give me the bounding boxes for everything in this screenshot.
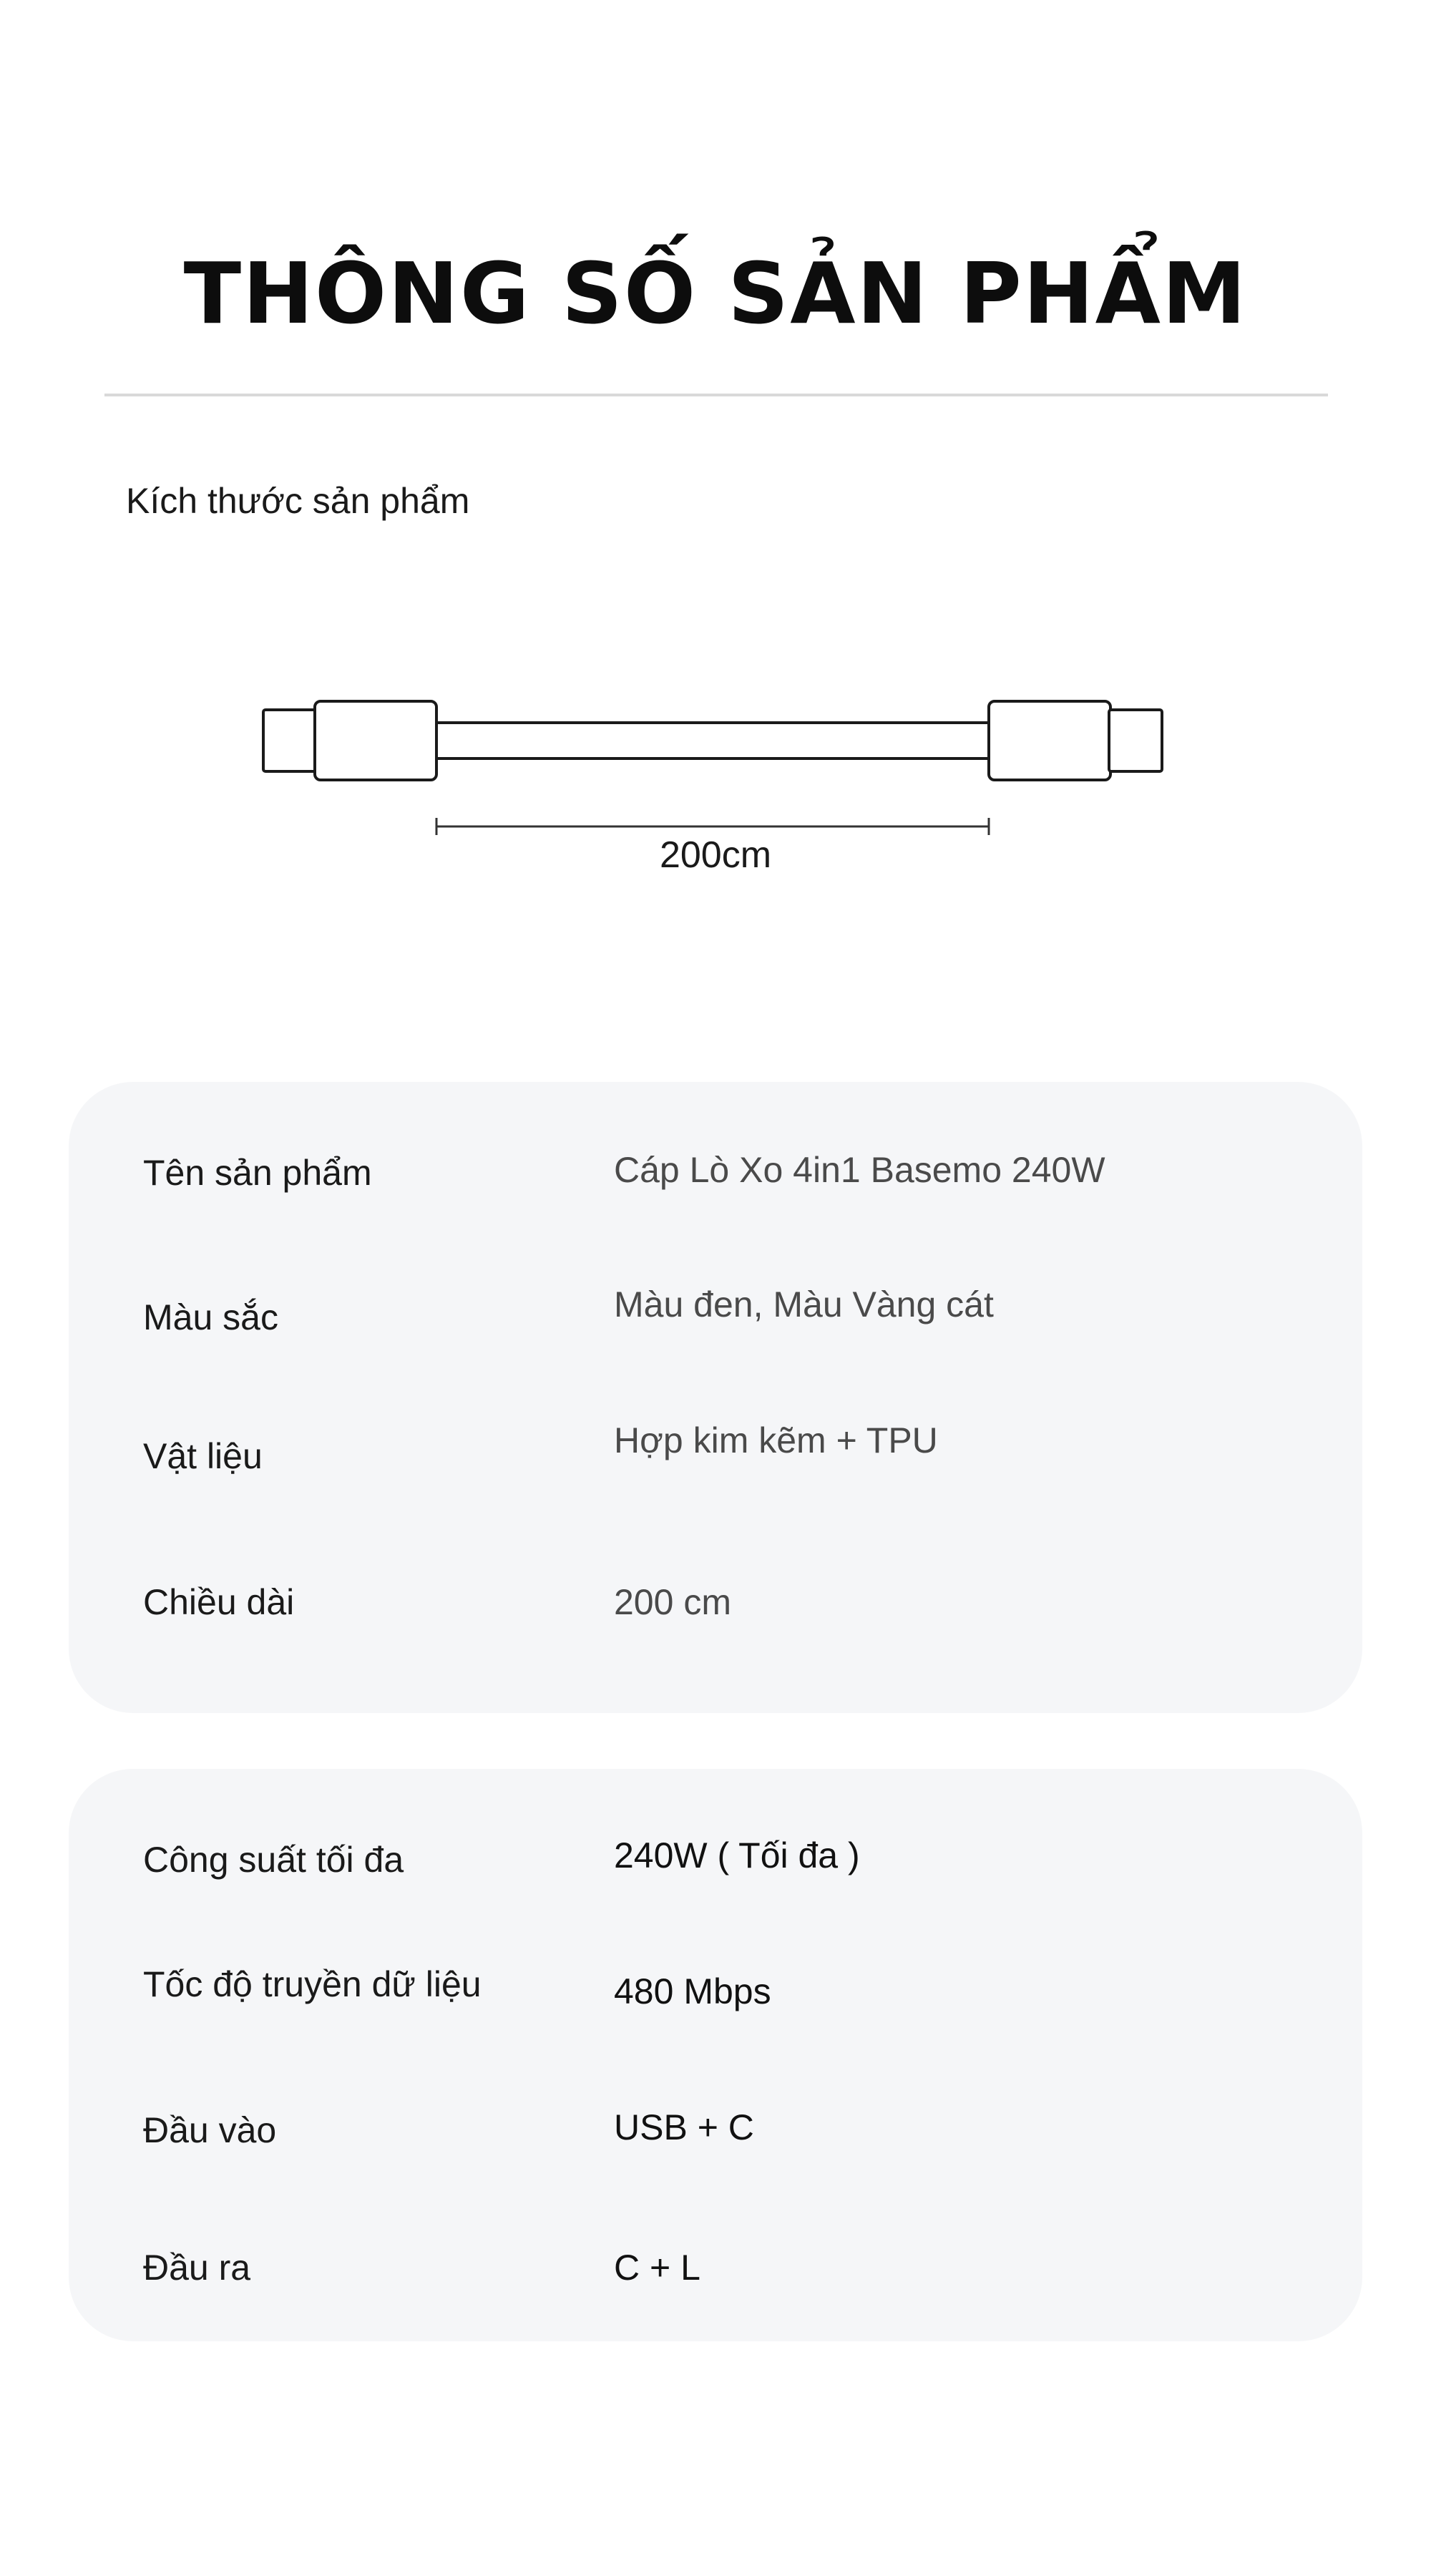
spec-value-length: 200 cm [614,1582,731,1622]
dimension-label: 200cm [659,834,772,876]
spec-value-color: Màu đen, Màu Vàng cát [614,1284,994,1324]
spec-value-input: USB + C [614,2107,754,2147]
right-connector-tip [1109,710,1162,771]
spec-label-product-name: Tên sản phẩm [143,1153,372,1193]
spec-value-material: Hợp kim kẽm + TPU [614,1420,938,1460]
spec-label-max-power: Công suất tối đa [143,1840,404,1880]
spec-label-length: Chiều dài [143,1582,295,1622]
right-connector-housing [989,701,1110,780]
spec-value-output: C + L [614,2248,700,2288]
cable-body [436,723,989,758]
technical-spec-card [69,1769,1362,2341]
general-spec-card [69,1082,1362,1713]
spec-value-data-speed: 480 Mbps [614,1971,771,2011]
spec-label-material: Vật liệu [143,1436,263,1476]
spec-label-input: Đầu vào [143,2110,277,2150]
title-divider [104,394,1328,396]
left-connector-tip [263,710,316,771]
spec-label-color: Màu sắc [143,1297,278,1337]
spec-label-data-speed: Tốc độ truyền dữ liệu [143,1964,482,2004]
spec-label-output: Đầu ra [143,2248,251,2288]
page-title: THÔNG SỐ SẢN PHẨM [183,244,1248,343]
dimensions-section-label: Kích thước sản phẩm [126,481,470,521]
spec-value-max-power: 240W ( Tối đa ) [614,1835,860,1875]
left-connector-housing [315,701,436,780]
spec-value-product-name: Cáp Lò Xo 4in1 Basemo 240W [614,1150,1105,1190]
